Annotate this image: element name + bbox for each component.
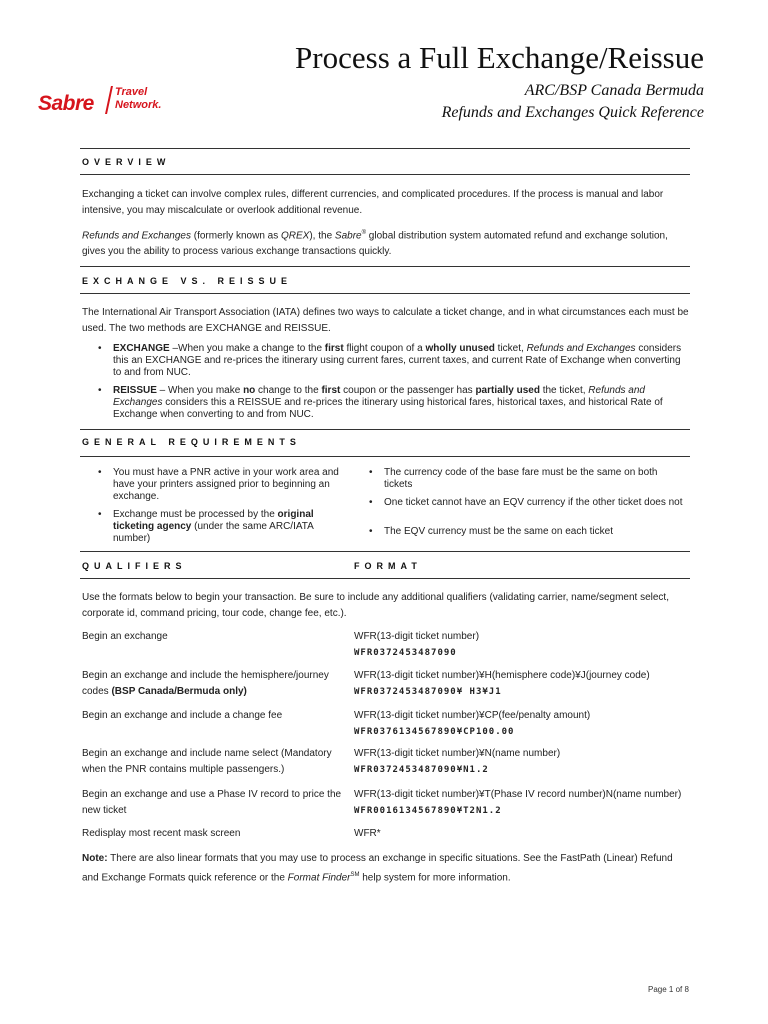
format-syntax: WFR(13-digit ticket number)¥CP(fee/penalty amount) (354, 710, 591, 721)
format-cell (354, 746, 694, 778)
section-heading-qualifiers: QUALIFIERS (82, 561, 187, 571)
format-example: WFR0372453487090¥ H3¥J1 (354, 687, 502, 697)
logo-divider (105, 86, 113, 114)
overview-paragraph-2: Refunds and Exchanges (formerly known as QREX), the Sabre® global distribution system automated refund and exchange solution, gives you the ability to process various exchange transactions quickly. (82, 230, 668, 258)
format-example: WFR0376134567890¥CP100.00 (354, 727, 515, 737)
section-heading-exchange-vs-reissue: EXCHANGE VS. REISSUE (82, 276, 293, 286)
overview-paragraph: Exchanging a ticket can involve complex rules, different currencies, and complicated procedures. If the process is manual and labor intensive, you may miscalculate or overlook additional revenue. (82, 189, 664, 216)
format-cell (354, 629, 694, 661)
bullet-icon: • (369, 467, 373, 478)
list-item-requirement: • The EQV currency must be the same on each ticket (369, 526, 613, 537)
page-title: Process a Full Exchange/Reissue (295, 40, 704, 75)
section-heading-overview: OVERVIEW (82, 157, 171, 167)
format-syntax: WFR(13-digit ticket number) (354, 631, 480, 642)
section-divider (80, 293, 690, 294)
qualifier-description: Begin an exchange and use a Phase IV record to price the new ticket (82, 789, 342, 816)
section-divider (80, 174, 690, 175)
list-item-reissue: • REISSUE – When you make no change to the first coupon or the passenger has partially used the ticket, Refunds and Exchanges considers this a REISSUE and re-prices the itinerary using historical fares, historical taxes, and historical Rate of Exchange when converting to and from NUC. (98, 385, 663, 420)
section-divider (80, 266, 690, 267)
logo-tagline (115, 86, 161, 112)
logo-line-1: Travel (115, 86, 148, 98)
section-divider (80, 578, 690, 579)
section-divider (80, 429, 690, 430)
bullet-icon: • (98, 509, 102, 520)
exchange-intro: The International Air Transport Association (IATA) defines two ways to calculate a ticket change, and in what circumstances each must be used. The two methods are EXCHANGE and REISSUE. (82, 307, 689, 334)
section-divider (80, 456, 690, 457)
section-divider (80, 148, 690, 149)
qualifier-description: Begin an exchange and include name select (Mandatory when the PNR contains multiple passengers.) (82, 748, 332, 775)
list-item-requirement: • The currency code of the base fare must be the same on both tickets (369, 467, 658, 490)
format-syntax: WFR(13-digit ticket number)¥T(Phase IV record number)N(name number) (354, 789, 682, 800)
bullet-icon: • (369, 497, 373, 508)
logo-brand: Sabre (38, 92, 94, 115)
format-example: WFR0372453487090 (354, 648, 457, 658)
list-item-exchange: • EXCHANGE –When you make a change to the first flight coupon of a wholly unused ticket, Refunds and Exchanges considers this an EXCHANGE and re-prices the itinerary using current fares, current taxes, and current Rate of Exchange when converting to and from NUC. (98, 343, 682, 378)
format-cell (354, 668, 694, 700)
format-cell (354, 708, 694, 740)
qualifier-description: Begin an exchange and include a change fee (82, 710, 283, 721)
format-syntax: WFR(13-digit ticket number)¥N(name number) (354, 748, 561, 759)
list-item-requirement: • One ticket cannot have an EQV currency if the other ticket does not (369, 497, 683, 508)
bullet-icon: • (98, 343, 102, 354)
list-item-requirement: • You must have a PNR active in your work area and have your printers assigned prior to beginning an exchange. (98, 467, 339, 502)
section-divider (80, 551, 690, 552)
page-subtitle: ARC/BSP Canada Bermuda (524, 82, 704, 99)
note-paragraph: Note: There are also linear formats that you may use to process an exchange in specific situations. See the FastPath (Linear) Refund and Exchange Formats quick reference or the Format Finder℠ help system for more information. (82, 853, 673, 884)
bullet-icon: • (98, 385, 102, 396)
logo-line-2: Network. (115, 99, 162, 111)
format-syntax: WFR(13-digit ticket number)¥H(hemisphere code)¥J(journey code) (354, 670, 650, 681)
format-cell (354, 787, 694, 819)
page-subtitle-secondary: Refunds and Exchanges Quick Reference (441, 104, 704, 121)
bullet-icon: • (98, 467, 102, 478)
qualifier-description: Redisplay most recent mask screen (82, 828, 241, 839)
qualifier-description: Begin an exchange (82, 631, 168, 642)
format-syntax: WFR* (354, 828, 381, 839)
qualifiers-intro: Use the formats below to begin your transaction. Be sure to include any additional qualifiers (validating carrier, name/segment select, corporate id, command pricing, tour code, change fee, etc.). (82, 592, 669, 619)
format-cell (354, 826, 694, 842)
bullet-icon: • (369, 526, 373, 537)
section-heading-format: FORMAT (354, 561, 422, 571)
format-example: WFR0372453487090¥N1.2 (354, 765, 489, 775)
section-heading-general-requirements: GENERAL REQUIREMENTS (82, 437, 301, 447)
qualifier-description: Begin an exchange and include the hemisphere/journey codes (BSP Canada/Bermuda only) (82, 670, 329, 697)
list-item-requirement: • Exchange must be processed by the original ticketing agency (under the same ARC/IATA number) (98, 509, 314, 544)
page-number: Page 1 of 8 (648, 985, 689, 994)
format-example: WFR0016134567890¥T2N1.2 (354, 806, 502, 816)
